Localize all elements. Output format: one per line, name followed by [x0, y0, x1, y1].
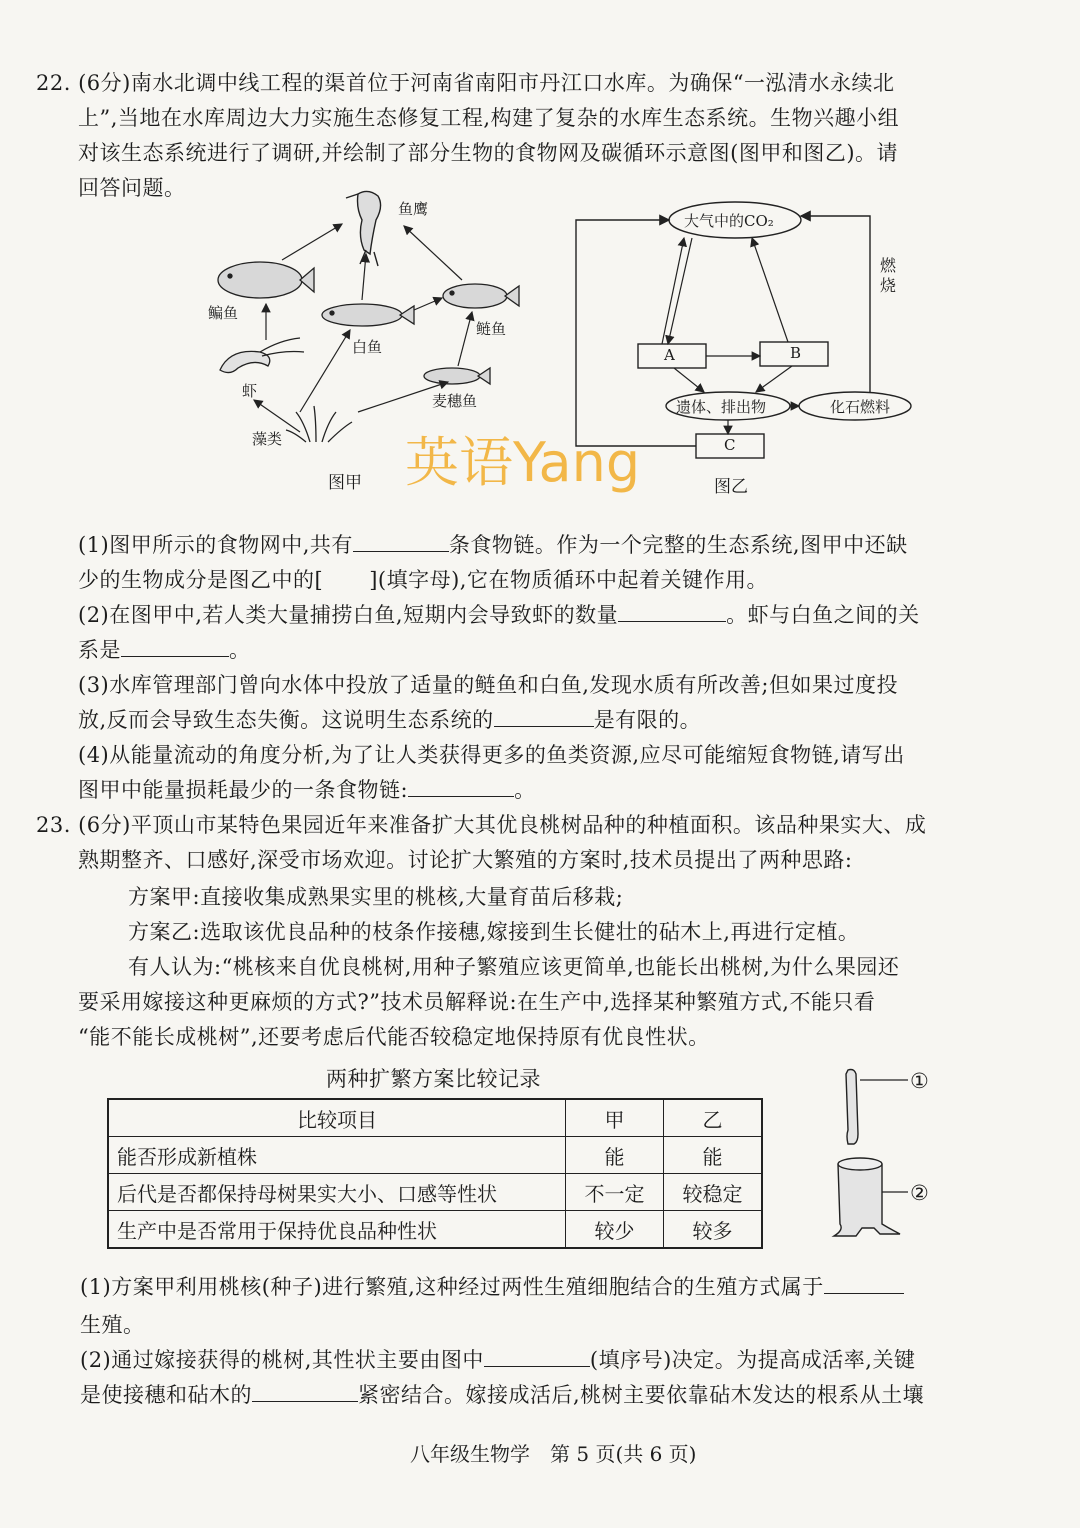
label-shrimp: 虾 [242, 382, 258, 400]
minnow-drawing [424, 368, 490, 384]
graft-label-1: ① [910, 1069, 930, 1093]
q23-q1-line-2: 生殖。 [80, 1313, 145, 1337]
table-header-cell: 乙 [663, 1099, 762, 1137]
q22-q2-line-1: (2)在图甲中,若人类大量捕捞白鱼,短期内会导致虾的数量 。虾与白鱼之间的关 [78, 598, 920, 632]
q22-q4-line-1: (4)从能量流动的角度分析,为了让人类获得更多的鱼类资源,应尽可能缩短食物链,请写出 [78, 743, 905, 767]
q22-intro-line-2: 上”,当地在水库周边大力实施生态修复工程,构建了复杂的水库生态系统。生物兴趣小组 [78, 106, 900, 130]
table-header-cell: 比较项目 [108, 1099, 566, 1137]
watermark: 英语Yang [405, 431, 641, 494]
q22-q3-blank[interactable] [494, 704, 594, 727]
caption-fig-a: 图甲 [328, 473, 362, 493]
q23-intro-line-2: 熟期整齐、口感好,深受市场欢迎。讨论扩大繁殖的方案时,技术员提出了两种思路: [78, 848, 853, 872]
q22-intro-line-1: 22. (6分)南水北调中线工程的渠首位于河南省南阳市丹江口水库。为确保“一泓清水永续北 [36, 71, 895, 95]
q23-q2-blank-2[interactable] [252, 1379, 358, 1402]
table-cell: 生产中是否常用于保持优良品种性状 [108, 1211, 566, 1249]
table-cell: 较多 [663, 1211, 762, 1249]
q22-q2-line-2: 系是 。 [78, 633, 251, 667]
q22-q1-blank-1[interactable] [353, 529, 449, 552]
scion-drawing [846, 1070, 858, 1145]
table-cell: 较稳定 [663, 1174, 762, 1211]
label-burning: 燃烧 [880, 256, 897, 295]
whitefish-drawing [322, 304, 414, 326]
q23-intro-line-7: “能不能长成桃树”,还要考虑后代能否较稳定地保持原有优良性状。 [78, 1025, 710, 1049]
table-cell: 不一定 [566, 1174, 664, 1211]
q22-q3-line-2: 放,反而会导致生态失衡。这说明生态系统的 是有限的。 [78, 703, 701, 737]
table-cell: 能 [566, 1137, 664, 1174]
label-algae: 藻类 [252, 430, 283, 448]
q22-q4-blank[interactable] [408, 774, 514, 797]
page-footer: 八年级生物学 第 5 页(共 6 页) [410, 1442, 697, 1466]
label-whitefish: 白鱼 [352, 338, 383, 356]
q23-intro-line-6: 要采用嫁接这种更麻烦的方式?”技术员解释说:在生产中,选择某种繁殖方式,不能只看 [78, 990, 876, 1014]
algae-drawing [286, 406, 352, 442]
q22-q1-line-2: 少的生物成分是图乙中的[ ](填字母),它在物质循环中起着关键作用。 [78, 568, 768, 592]
table-row [108, 1174, 762, 1211]
q23-intro-line-1: 23. (6分)平顶山市某特色果园近年来准备扩大其优良桃树品种的种植面积。该品种果实大、成 [36, 813, 927, 837]
label-atmosphere-co2: 大气中的CO₂ [684, 212, 774, 230]
q23-intro-line-5: 有人认为:“桃核来自优良桃树,用种子繁殖应该更简单,也能长出桃树,为什么果园还 [128, 955, 900, 979]
q22-q3-line-1: (3)水库管理部门曾向水体中投放了适量的鲢鱼和白鱼,发现水质有所改善;但如果过度投 [78, 673, 898, 697]
q23-plan-b: 方案乙:选取该优良品种的枝条作接穗,嫁接到生长健壮的砧木上,再进行定植。 [128, 920, 860, 944]
label-minnow: 麦穗鱼 [432, 392, 478, 410]
comparison-table [107, 1098, 763, 1249]
caption-fig-b: 图乙 [714, 477, 748, 497]
label-silver-carp: 鲢鱼 [476, 320, 507, 338]
label-osprey: 鱼鹰 [398, 200, 429, 218]
rootstock-drawing [834, 1159, 900, 1236]
label-bream: 鳊鱼 [208, 304, 239, 322]
q23-q1-blank[interactable] [824, 1271, 904, 1294]
label-box-b: B [790, 344, 802, 362]
q23-q2-blank-1[interactable] [484, 1344, 590, 1367]
q23-q1-line-1: (1)方案甲利用桃核(种子)进行繁殖,这种经过两性生殖细胞结合的生殖方式属于 [80, 1270, 904, 1304]
label-remains: 遗体、排出物 [676, 398, 767, 416]
q22-q4-line-2: 图甲中能量损耗最少的一条食物链: 。 [78, 773, 536, 807]
table-cell: 较少 [566, 1211, 664, 1249]
q22-intro-line-4: 回答问题。 [78, 176, 186, 200]
osprey-drawing [346, 191, 381, 266]
label-box-c: C [724, 436, 736, 454]
q23-plan-a: 方案甲:直接收集成熟果实里的桃核,大量育苗后移栽; [128, 885, 624, 909]
q22-q2-blank-2[interactable] [121, 634, 229, 657]
table-cell: 能 [663, 1137, 762, 1174]
table-cell: 能否形成新植株 [108, 1137, 566, 1174]
label-box-a: A [664, 346, 675, 364]
silver-carp-drawing [443, 284, 519, 308]
q22-q2-blank-1[interactable] [618, 599, 726, 622]
shrimp-drawing [220, 338, 304, 373]
table-header-row [108, 1099, 762, 1137]
table-cell: 后代是否都保持母树果实大小、口感等性状 [108, 1174, 566, 1211]
label-fossil-fuel: 化石燃料 [830, 398, 891, 416]
q23-q2-line-1: (2)通过嫁接获得的桃树,其性状主要由图中 (填序号)决定。为提高成活率,关键 [80, 1343, 915, 1377]
bream-drawing [218, 262, 314, 298]
table-row [108, 1211, 762, 1249]
table-header-cell: 甲 [566, 1099, 664, 1137]
q22-q1-line-1: (1)图甲所示的食物网中,共有 条食物链。作为一个完整的生态系统,图甲中还缺 [78, 528, 908, 562]
table-title: 两种扩繁方案比较记录 [326, 1067, 541, 1091]
q22-intro-line-3: 对该生态系统进行了调研,并绘制了部分生物的食物网及碳循环示意图(图甲和图乙)。请 [78, 141, 899, 165]
graft-label-2: ② [910, 1181, 930, 1205]
table-row [108, 1137, 762, 1174]
q23-q2-line-2: 是使接穗和砧木的 紧密结合。嫁接成活后,桃树主要依靠砧木发达的根系从土壤 [80, 1378, 924, 1412]
